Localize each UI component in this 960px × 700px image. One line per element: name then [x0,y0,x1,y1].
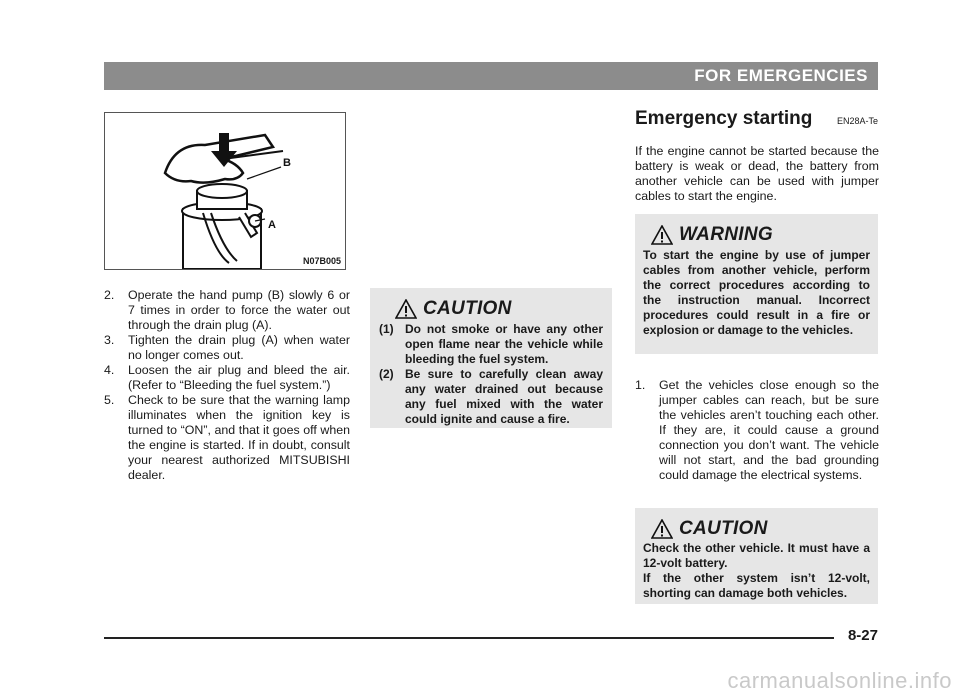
warning-heading [651,224,870,246]
caution-heading [651,518,870,540]
figure-label-a: A [268,219,276,231]
caution-list [379,322,603,427]
step-text: Operate the hand pump (B) slowly 6 or 7 times in order to force the water out through the drain plug (A). [128,288,350,332]
caution-heading [395,298,603,320]
warning-title: WARNING [679,224,773,245]
item-text: Do not smoke or have any other open flame near the vehicle while bleeding the fuel system. [405,322,603,366]
right-steps-list [635,378,879,483]
page-section-title: FOR EMERGENCIES [694,66,868,85]
caution-box-fuel [370,288,612,428]
section-code: EN28A-Te [836,116,878,126]
caution-line-1: Check the other vehicle. It must have a 12-volt battery. [643,541,870,570]
list-item [104,333,350,363]
section-heading: Emergency starting [635,108,813,129]
warning-triangle-icon [395,299,417,319]
step-number: 3. [104,333,115,347]
list-item [379,367,603,427]
item-number: (2) [379,367,394,381]
figure-label-b: B [283,157,291,169]
figure-code: N07B005 [302,256,341,266]
step-number: 5. [104,393,115,407]
list-item [379,322,603,367]
step-text: Get the vehicles close enough so the jumper cables can reach, but be sure the vehicles aren’t touching each other. If they are, it could cause a ground connection you don’t want. The vehicle will not start, and the bad grounding could damage the electrical systems. [659,378,879,482]
watermark: carmanualsonline.info [727,668,952,693]
hand-pump-figure [104,112,346,270]
caution-title: CAUTION [679,518,768,539]
step-number: 2. [104,288,115,302]
caution-box-battery [635,508,878,604]
step-text: Check to be sure that the warning lamp illuminates when the ignition key is turned to “ON”, and that it goes off when the engine is started. If in doubt, consult your nearest authorized MITSUBISHI dealer. [128,393,350,482]
header-bar [104,62,878,90]
intro-paragraph: If the engine cannot be started because the battery is weak or dead, the battery from another vehicle can be used with jumper cables to start the engine. [635,144,879,203]
step-number: 4. [104,363,115,377]
warning-text: To start the engine by use of jumper cables from another vehicle, perform the correct procedures according to the instruction manual. Incorrect procedures could result in a fire or explosion or damage to the vehicles. [643,248,870,337]
caution-title: CAUTION [423,298,512,319]
caution-line-2: If the other system isn’t 12-volt, shorting can damage both vehicles. [643,571,870,600]
hand-pump-illustration [105,113,345,269]
step-text: Loosen the air plug and bleed the air. (Refer to “Bleeding the fuel system.”) [128,363,350,392]
warning-box [635,214,878,354]
item-number: (1) [379,322,394,336]
step-number: 1. [635,378,646,392]
warning-triangle-icon [651,225,673,245]
list-item [635,378,879,483]
list-item [104,393,350,483]
list-item [104,288,350,333]
left-steps-list [104,288,350,483]
step-text: Tighten the drain plug (A) when water no longer comes out. [128,333,350,362]
warning-triangle-icon [651,519,673,539]
page-number: 8-27 [847,627,878,644]
list-item [104,363,350,393]
item-text: Be sure to carefully clean away any water drained out because any fuel mixed with the water could ignite and cause a fire. [405,367,603,426]
footer-rule [104,637,834,639]
